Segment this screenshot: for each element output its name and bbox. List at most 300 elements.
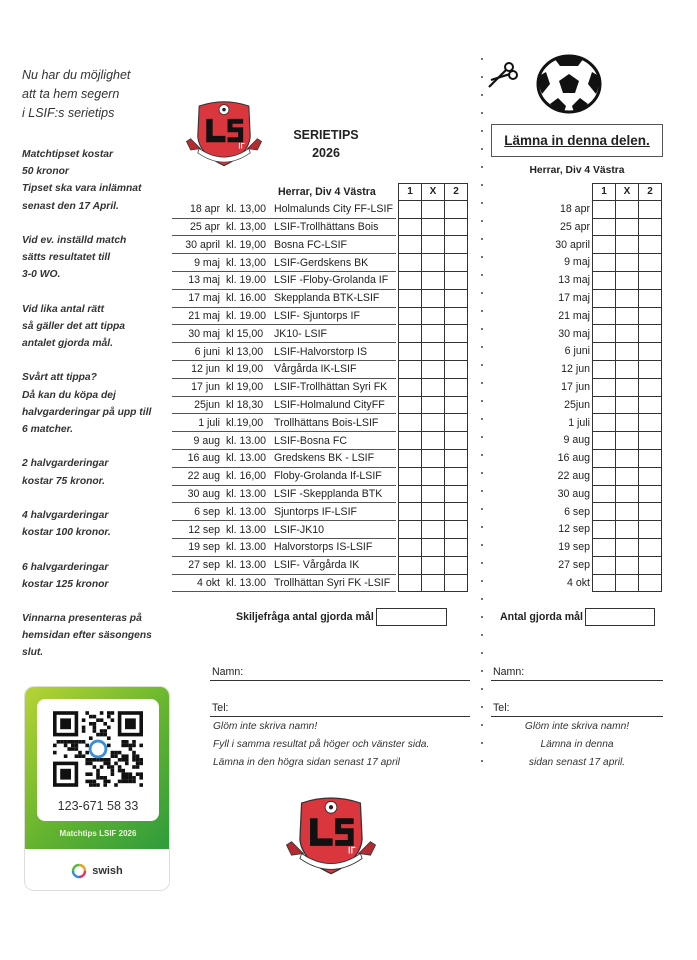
- match-date: 30 aug: [187, 487, 220, 500]
- name-field[interactable]: Namn:: [210, 665, 470, 681]
- sidebar-line: 6 matcher.: [22, 424, 73, 435]
- tip-checkbox-2[interactable]: [639, 379, 662, 396]
- tip-checkbox-1[interactable]: [399, 219, 422, 236]
- right-date: 9 aug: [563, 434, 590, 447]
- tip-checkbox-x[interactable]: [616, 254, 639, 271]
- tip-checkbox-1[interactable]: [593, 486, 616, 503]
- right-date: 16 aug: [557, 452, 590, 465]
- tip-checkbox-2[interactable]: [445, 539, 468, 556]
- table-header: [172, 183, 396, 201]
- cut-dot: [481, 742, 483, 744]
- grid-row: [593, 432, 662, 450]
- tip-checkbox-1[interactable]: [593, 414, 616, 431]
- tip-checkbox-1[interactable]: [593, 308, 616, 325]
- tip-checkbox-1[interactable]: [399, 575, 422, 592]
- tip-checkbox-1[interactable]: [399, 272, 422, 289]
- tip-checkbox-1[interactable]: [593, 432, 616, 449]
- match-time: kl. 19.00: [226, 274, 267, 287]
- tip-checkbox-2[interactable]: [639, 236, 662, 253]
- tip-checkbox-x[interactable]: [422, 432, 445, 449]
- right-date: 21 maj: [558, 309, 590, 322]
- match-time: kl. 13,00: [226, 256, 267, 269]
- match-row: [172, 486, 396, 504]
- tip-checkbox-x[interactable]: [616, 379, 639, 396]
- tip-checkbox-1[interactable]: [593, 521, 616, 538]
- match-time: kl. 13.00: [226, 505, 267, 518]
- sidebar-line: slut.: [22, 647, 44, 659]
- tip-checkbox-x[interactable]: [422, 414, 445, 431]
- cut-dot: [481, 544, 483, 546]
- tip-checkbox-2[interactable]: [639, 468, 662, 485]
- tip-checkbox-2[interactable]: [445, 521, 468, 538]
- sidebar-line: [22, 438, 168, 455]
- match-time: kl. 16,00: [226, 470, 267, 483]
- cut-dot: [481, 130, 483, 132]
- match-row: [172, 575, 396, 593]
- tiebreak-input-right[interactable]: [585, 608, 655, 626]
- tip-checkbox-2[interactable]: [445, 379, 468, 396]
- division-label-right: Herrar, Div 4 Västra: [529, 165, 625, 176]
- match-teams: Floby-Grolanda If-LSIF: [274, 470, 382, 483]
- match-time: kl.19,00: [226, 416, 264, 429]
- grid-row: [399, 503, 468, 521]
- right-date: 17 jun: [561, 380, 590, 393]
- match-teams: LSIF-Halvorstorp IS: [274, 345, 368, 358]
- tip-checkbox-2[interactable]: [639, 397, 662, 414]
- tip-checkbox-x[interactable]: [616, 361, 639, 378]
- rules-sidebar: [22, 146, 168, 662]
- tip-checkbox-x[interactable]: [422, 361, 445, 378]
- tip-checkbox-1[interactable]: [593, 379, 616, 396]
- match-date: 16 aug: [187, 452, 220, 465]
- tip-checkbox-2[interactable]: [445, 361, 468, 378]
- cut-dot: [481, 454, 483, 456]
- sidebar-line: Då kan du köpa dej: [22, 389, 116, 401]
- match-time: kl 19,00: [226, 381, 264, 394]
- tip-checkbox-2[interactable]: [639, 361, 662, 378]
- name-field-right[interactable]: Namn:: [491, 665, 663, 681]
- note-line: sidan senast 17 april.: [528, 757, 626, 768]
- right-date: 18 apr: [559, 203, 590, 215]
- sidebar-line: Vid ev. inställd match: [22, 234, 127, 246]
- sidebar-line: [22, 541, 168, 558]
- grid-row: [399, 254, 468, 272]
- tip-checkbox-x[interactable]: [422, 557, 445, 574]
- match-time: kl. 13.00: [226, 487, 267, 500]
- cut-dot: [481, 58, 483, 60]
- cut-dot: [481, 346, 483, 348]
- tip-checkbox-x[interactable]: [422, 379, 445, 396]
- match-row: [172, 557, 396, 575]
- grid-row: [399, 290, 468, 308]
- match-time: kl. 19,00: [226, 238, 267, 251]
- match-time: kl. 13.00: [226, 541, 267, 554]
- tip-checkbox-x[interactable]: [616, 325, 639, 342]
- grid-row: [399, 486, 468, 504]
- tip-checkbox-x[interactable]: [422, 468, 445, 485]
- tip-checkbox-2[interactable]: [639, 557, 662, 574]
- tip-checkbox-1[interactable]: [399, 290, 422, 307]
- grid-row: [399, 397, 468, 415]
- sidebar-line: 3-0 WO.: [22, 269, 61, 281]
- right-date: 12 sep: [558, 523, 590, 536]
- sidebar-line: så gäller det att tippa: [22, 320, 125, 332]
- tip-checkbox-1[interactable]: [593, 290, 616, 307]
- tel-field-right[interactable]: Tel:: [491, 701, 663, 717]
- tip-checkbox-2[interactable]: [639, 343, 662, 360]
- tip-checkbox-2[interactable]: [445, 236, 468, 253]
- tip-checkbox-x[interactable]: [422, 575, 445, 592]
- grid-header: [593, 183, 662, 201]
- tip-checkbox-x[interactable]: [422, 486, 445, 503]
- tip-checkbox-x[interactable]: [616, 272, 639, 289]
- tip-checkbox-x[interactable]: [422, 254, 445, 271]
- tip-checkbox-x[interactable]: [616, 521, 639, 538]
- tip-checkbox-1[interactable]: [399, 201, 422, 218]
- match-date: 17 maj: [188, 292, 220, 305]
- tip-checkbox-2[interactable]: [445, 450, 468, 467]
- tip-checkbox-1[interactable]: [399, 432, 422, 449]
- tip-checkbox-1[interactable]: [399, 236, 422, 253]
- tip-grid-right: [592, 183, 662, 592]
- tip-checkbox-2[interactable]: [445, 468, 468, 485]
- cut-dot: [481, 274, 483, 276]
- match-row: [172, 539, 396, 557]
- tip-checkbox-x[interactable]: [616, 432, 639, 449]
- grid-row: [593, 361, 662, 379]
- right-date: 27 sep: [558, 558, 590, 571]
- tip-checkbox-2[interactable]: [445, 486, 468, 503]
- cut-dot: [481, 652, 483, 654]
- tip-checkbox-2[interactable]: [639, 254, 662, 271]
- tip-checkbox-x[interactable]: [616, 539, 639, 556]
- cut-dot: [481, 382, 483, 384]
- tip-checkbox-1[interactable]: [593, 539, 616, 556]
- match-date: 9 maj: [194, 256, 220, 269]
- grid-row: [593, 325, 662, 343]
- tip-checkbox-2[interactable]: [445, 201, 468, 218]
- match-date: 12 jun: [191, 363, 220, 376]
- right-date: 4 okt: [567, 576, 590, 589]
- match-time: kl. 13.00: [226, 523, 267, 536]
- tip-checkbox-2[interactable]: [639, 503, 662, 520]
- tip-checkbox-2[interactable]: [639, 575, 662, 592]
- right-date: 19 sep: [558, 541, 590, 554]
- tip-checkbox-2[interactable]: [445, 290, 468, 307]
- tip-checkbox-x[interactable]: [422, 450, 445, 467]
- tip-checkbox-x[interactable]: [616, 308, 639, 325]
- cut-dot: [481, 634, 483, 636]
- title-year: 2026: [312, 146, 340, 160]
- match-time: kl. 13.00: [226, 434, 267, 447]
- match-teams: LSIF-Trollhättans Bois: [274, 220, 379, 233]
- tiebreak-label: Skiljefråga antal gjorda mål: [236, 611, 374, 623]
- match-time: kl 19,00: [226, 363, 264, 376]
- grid-row: [399, 539, 468, 557]
- tip-checkbox-1[interactable]: [399, 254, 422, 271]
- tip-checkbox-2[interactable]: [445, 254, 468, 271]
- sidebar-line: Vid lika antal rätt: [22, 303, 105, 315]
- tip-checkbox-1[interactable]: [593, 219, 616, 236]
- tip-checkbox-x[interactable]: [422, 521, 445, 538]
- grid-row: [399, 325, 468, 343]
- grid-row: [399, 432, 468, 450]
- tip-checkbox-x[interactable]: [422, 308, 445, 325]
- tip-checkbox-x[interactable]: [616, 575, 639, 592]
- match-teams: Holmalunds City FF-LSIF: [274, 203, 393, 216]
- division-label: Herrar, Div 4 Västra: [278, 185, 376, 198]
- sidebar-line: kostar 100 kronor.: [22, 527, 111, 539]
- tip-checkbox-2[interactable]: [639, 486, 662, 503]
- cut-dot: [481, 256, 483, 258]
- tip-checkbox-1[interactable]: [399, 361, 422, 378]
- tip-checkbox-2[interactable]: [639, 272, 662, 289]
- tiebreak-left: [236, 608, 447, 626]
- match-teams: Sjuntorps IF-LSIF: [274, 505, 358, 518]
- tip-checkbox-2[interactable]: [639, 290, 662, 307]
- tip-checkbox-x[interactable]: [616, 219, 639, 236]
- tip-checkbox-1[interactable]: [399, 503, 422, 520]
- tip-checkbox-1[interactable]: [399, 486, 422, 503]
- sidebar-line: sätts resultatet till: [22, 252, 111, 264]
- tip-checkbox-x[interactable]: [616, 201, 639, 218]
- note-line: Lämna in denna: [540, 739, 614, 750]
- grid-row: [593, 397, 662, 415]
- tip-checkbox-x[interactable]: [422, 219, 445, 236]
- tiebreak-input[interactable]: [376, 608, 447, 626]
- sidebar-line: Matchtipset kostar: [22, 149, 113, 160]
- match-row: [172, 468, 396, 486]
- tip-checkbox-x[interactable]: [616, 290, 639, 307]
- qr-code[interactable]: [53, 711, 143, 787]
- tip-checkbox-1[interactable]: [399, 414, 422, 431]
- match-teams: LSIF- Sjuntorps IF: [274, 309, 360, 322]
- grid-row: [593, 379, 662, 397]
- match-time: kl 15,00: [226, 327, 264, 340]
- intro-line: att ta hem segern: [22, 87, 120, 101]
- grid-row: [593, 557, 662, 575]
- tip-checkbox-1[interactable]: [399, 379, 422, 396]
- tip-checkbox-x[interactable]: [616, 450, 639, 467]
- right-date: 6 sep: [564, 505, 590, 518]
- title-text: SERIETIPS: [293, 128, 359, 142]
- cut-dot: [481, 76, 483, 78]
- tip-checkbox-2[interactable]: [639, 308, 662, 325]
- tip-checkbox-2[interactable]: [445, 325, 468, 342]
- tip-checkbox-1[interactable]: [399, 397, 422, 414]
- sidebar-line: 6 halvgarderingar: [22, 561, 109, 573]
- tip-checkbox-2[interactable]: [445, 308, 468, 325]
- cut-dot: [481, 598, 483, 600]
- match-teams: LSIF-Gerdskens BK: [274, 256, 369, 269]
- tip-checkbox-1[interactable]: [399, 450, 422, 467]
- tip-checkbox-x[interactable]: [616, 414, 639, 431]
- sidebar-line: [22, 284, 168, 301]
- grid-row: [593, 468, 662, 486]
- cut-dot: [481, 202, 483, 204]
- sidebar-line: 50 kronor: [22, 166, 69, 178]
- tip-checkbox-2[interactable]: [639, 432, 662, 449]
- tip-checkbox-x[interactable]: [422, 201, 445, 218]
- right-date: 30 maj: [558, 327, 590, 340]
- tip-checkbox-2[interactable]: [445, 343, 468, 360]
- tiebreak-right: [500, 608, 655, 626]
- tip-checkbox-x[interactable]: [422, 539, 445, 556]
- cut-line: [481, 58, 485, 778]
- tip-checkbox-2[interactable]: [639, 539, 662, 556]
- instructions-right: [491, 718, 663, 772]
- tip-checkbox-1[interactable]: [593, 236, 616, 253]
- tip-checkbox-1[interactable]: [593, 254, 616, 271]
- tip-checkbox-1[interactable]: [593, 325, 616, 342]
- tip-checkbox-x[interactable]: [616, 236, 639, 253]
- tip-checkbox-2[interactable]: [639, 325, 662, 342]
- grid-row: [399, 575, 468, 593]
- tip-checkbox-1[interactable]: [399, 539, 422, 556]
- grid-row: [399, 308, 468, 326]
- tip-checkbox-2[interactable]: [445, 432, 468, 449]
- grid-row: [399, 379, 468, 397]
- sidebar-line: [22, 352, 168, 369]
- tip-checkbox-x[interactable]: [422, 503, 445, 520]
- tip-checkbox-x[interactable]: [422, 397, 445, 414]
- match-row: [172, 450, 396, 468]
- tip-checkbox-x[interactable]: [616, 343, 639, 360]
- tip-checkbox-x[interactable]: [422, 343, 445, 360]
- tip-checkbox-x[interactable]: [422, 325, 445, 342]
- tip-checkbox-1[interactable]: [399, 557, 422, 574]
- grid-row: [399, 219, 468, 237]
- tip-checkbox-x[interactable]: [616, 503, 639, 520]
- tip-checkbox-2[interactable]: [639, 521, 662, 538]
- grid-row: [593, 486, 662, 504]
- match-teams: LSIF-JK10: [274, 523, 325, 536]
- match-date: 30 maj: [188, 327, 220, 340]
- tip-checkbox-x[interactable]: [422, 272, 445, 289]
- match-time: kl. 13.00: [226, 452, 267, 465]
- cut-dot: [481, 94, 483, 96]
- sidebar-line: [22, 490, 168, 507]
- tip-checkbox-1[interactable]: [399, 521, 422, 538]
- tip-checkbox-1[interactable]: [399, 468, 422, 485]
- swish-brand: [25, 849, 169, 891]
- grid-row: [593, 414, 662, 432]
- match-time: kl. 13.00: [226, 559, 267, 572]
- sidebar-line: Tipset ska vara inlämnat: [22, 183, 142, 195]
- tip-checkbox-x[interactable]: [616, 397, 639, 414]
- grid-row: [399, 201, 468, 219]
- match-date: 13 maj: [188, 274, 220, 287]
- tip-checkbox-1[interactable]: [593, 450, 616, 467]
- tip-checkbox-2[interactable]: [445, 272, 468, 289]
- match-teams: Trollhättans Bois-LSIF: [274, 416, 379, 429]
- tip-checkbox-1[interactable]: [593, 272, 616, 289]
- tip-checkbox-2[interactable]: [445, 414, 468, 431]
- tip-checkbox-2[interactable]: [445, 503, 468, 520]
- tip-checkbox-1[interactable]: [593, 468, 616, 485]
- right-date: 22 aug: [557, 469, 590, 482]
- grid-row: [399, 450, 468, 468]
- match-row: [172, 397, 396, 415]
- tip-checkbox-1[interactable]: [593, 397, 616, 414]
- match-date: 22 aug: [187, 470, 220, 483]
- tip-checkbox-2[interactable]: [445, 557, 468, 574]
- cut-dot: [481, 148, 483, 150]
- sidebar-line: [22, 593, 168, 610]
- tip-checkbox-1[interactable]: [593, 361, 616, 378]
- tip-checkbox-1[interactable]: [593, 557, 616, 574]
- cut-dot: [481, 508, 483, 510]
- sidebar-line: 4 halvgarderingar: [22, 509, 109, 521]
- grid-row: [399, 414, 468, 432]
- tip-checkbox-x[interactable]: [616, 557, 639, 574]
- match-time: kl. 16.00: [226, 292, 267, 305]
- grid-row: [593, 539, 662, 557]
- tip-grid-left: [398, 183, 468, 592]
- tip-checkbox-1[interactable]: [399, 308, 422, 325]
- tip-checkbox-2[interactable]: [639, 219, 662, 236]
- grid-row: [399, 343, 468, 361]
- page-title: [285, 126, 367, 162]
- cut-dot: [481, 760, 483, 762]
- tip-checkbox-2[interactable]: [445, 575, 468, 592]
- tip-checkbox-1[interactable]: [399, 325, 422, 342]
- cut-dot: [481, 112, 483, 114]
- tip-checkbox-1[interactable]: [593, 343, 616, 360]
- tip-checkbox-2[interactable]: [639, 414, 662, 431]
- tel-field[interactable]: Tel:: [210, 701, 470, 717]
- sidebar-line: senast den 17 April.: [22, 200, 119, 212]
- soccer-ball-icon: [536, 54, 602, 114]
- grid-row: [399, 236, 468, 254]
- tip-checkbox-1[interactable]: [399, 343, 422, 360]
- tip-checkbox-x[interactable]: [616, 486, 639, 503]
- match-teams: Trollhättan Syri FK -LSIF: [274, 576, 391, 589]
- tip-checkbox-2[interactable]: [639, 450, 662, 467]
- tip-checkbox-x[interactable]: [422, 290, 445, 307]
- right-date-list: [520, 201, 592, 593]
- tip-checkbox-2[interactable]: [445, 397, 468, 414]
- match-teams: LSIF-Trollhättan Syri FK: [274, 381, 388, 394]
- tip-checkbox-2[interactable]: [639, 201, 662, 218]
- tip-checkbox-1[interactable]: [593, 575, 616, 592]
- match-teams: Gredskens BK - LSIF: [274, 452, 375, 465]
- right-date: 1 juli: [568, 416, 590, 429]
- match-date: 27 sep: [188, 559, 220, 572]
- match-row: [172, 325, 396, 343]
- sidebar-line: antalet gjorda mål.: [22, 338, 113, 350]
- tip-checkbox-2[interactable]: [445, 219, 468, 236]
- grid-row: [593, 503, 662, 521]
- cut-dot: [481, 184, 483, 186]
- club-logo: [185, 96, 263, 170]
- match-time: kl. 19.00: [226, 309, 267, 322]
- sidebar-line: halvgarderingar på upp till: [22, 406, 152, 418]
- grid-row: [593, 521, 662, 539]
- match-row: [172, 343, 396, 361]
- sidebar-line: kostar 125 kronor: [22, 578, 109, 590]
- grid-row: [593, 201, 662, 219]
- right-date: 30 aug: [557, 487, 590, 500]
- cut-dot: [481, 364, 483, 366]
- tip-checkbox-1[interactable]: [593, 503, 616, 520]
- grid-row: [593, 450, 662, 468]
- sidebar-line: [22, 215, 168, 232]
- tip-checkbox-x[interactable]: [616, 468, 639, 485]
- tip-checkbox-1[interactable]: [593, 201, 616, 218]
- tip-checkbox-x[interactable]: [422, 236, 445, 253]
- cut-dot: [481, 580, 483, 582]
